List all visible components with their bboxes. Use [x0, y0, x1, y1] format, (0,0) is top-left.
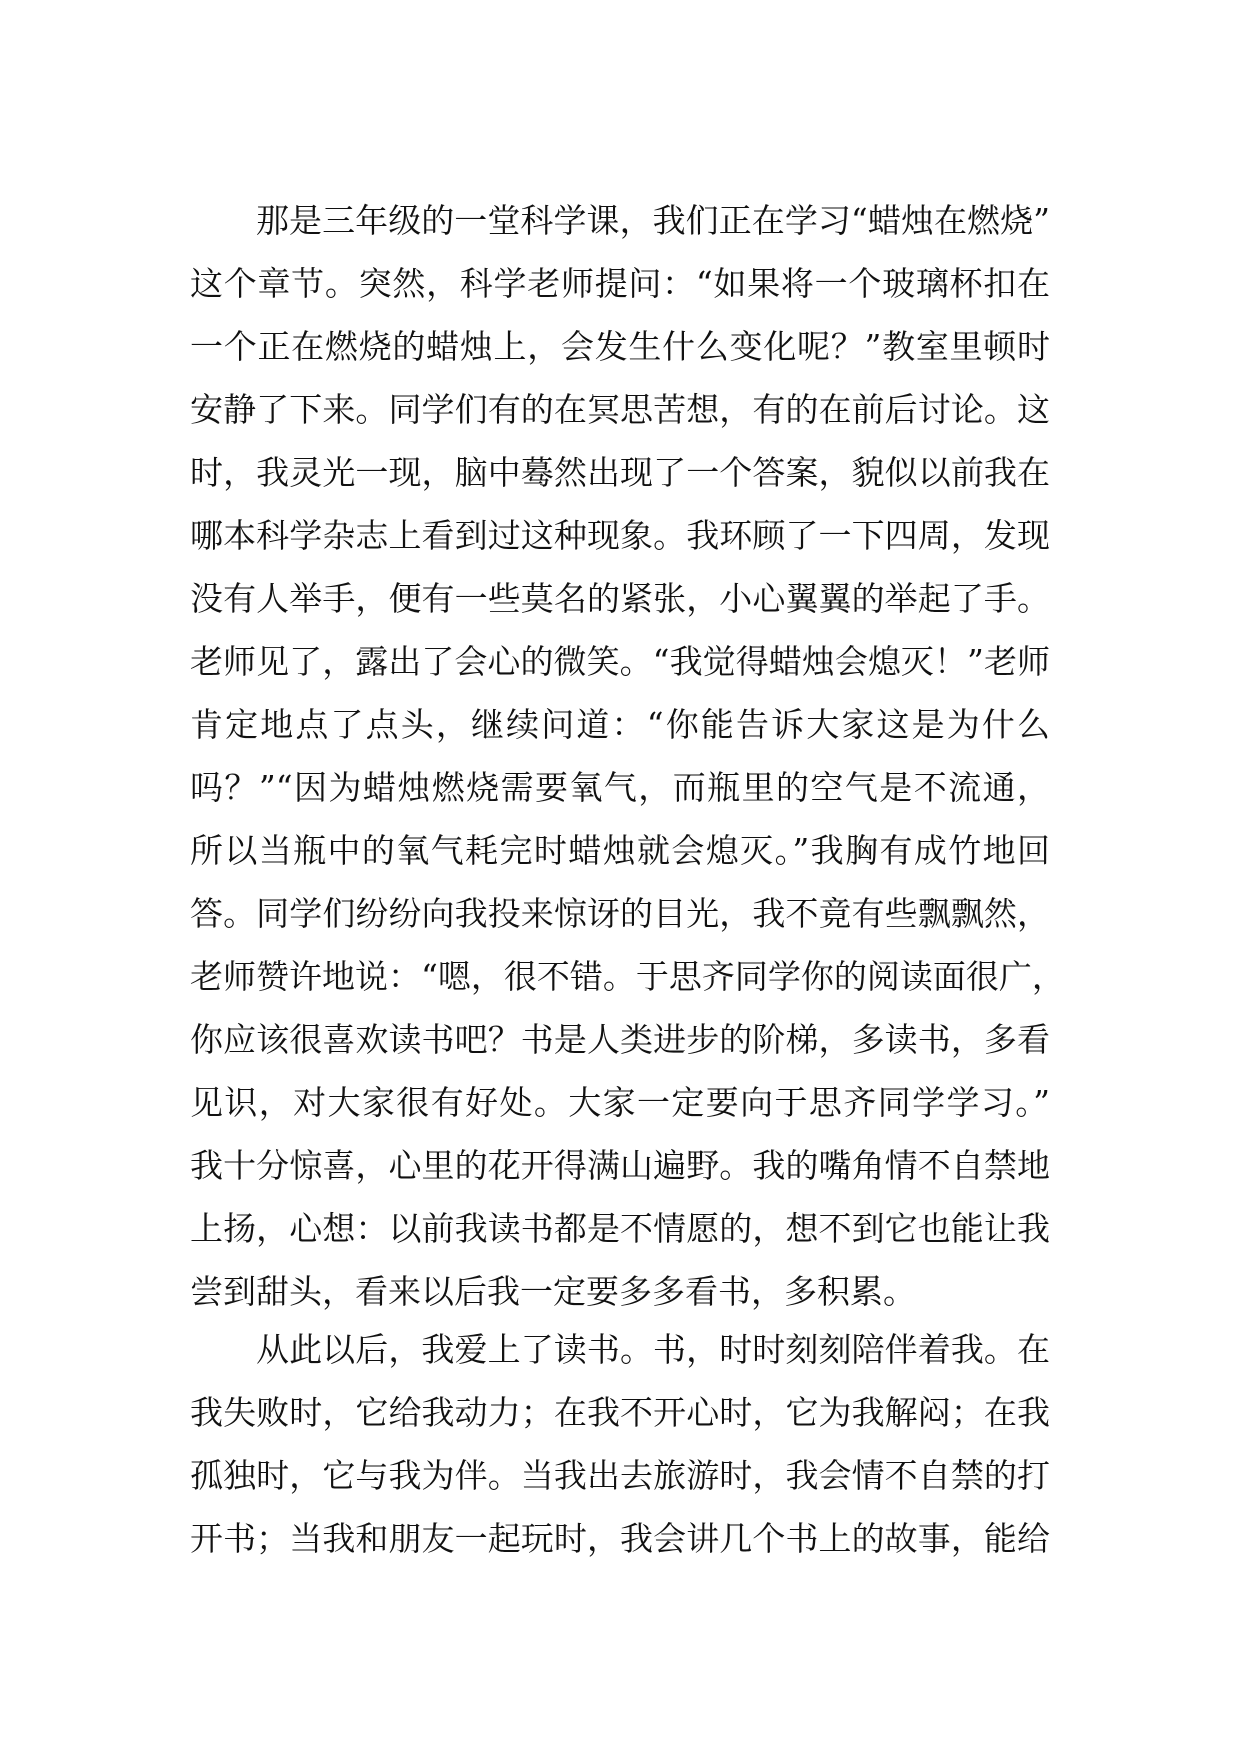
text-line: 那是三年级的一堂科学课，我们正在学习“蜡烛在燃烧”	[256, 201, 1050, 240]
text-line: 开书；当我和朋友一起玩时，我会讲几个书上的故事，能给	[190, 1519, 1050, 1558]
text-line: 安静了下来。同学们有的在冥思苦想，有的在前后讨论。这	[190, 390, 1050, 429]
text-line: 所以当瓶中的氧气耗完时蜡烛就会熄灭。”我胸有成竹地回	[190, 831, 1050, 870]
text-line: 时，我灵光一现，脑中蓦然出现了一个答案，貌似以前我在	[190, 453, 1050, 492]
paragraph-2	[190, 1318, 1050, 1570]
text-line: 我十分惊喜，心里的花开得满山遍野。我的嘴角情不自禁地	[190, 1146, 1050, 1185]
text-line: 见识，对大家很有好处。大家一定要向于思齐同学学习。”	[190, 1083, 1050, 1122]
text-line: 没有人举手，便有一些莫名的紧张，小心翼翼的举起了手。	[190, 579, 1050, 618]
text-line: 孤独时，它与我为伴。当我出去旅游时，我会情不自禁的打	[190, 1456, 1050, 1495]
text-line: 哪本科学杂志上看到过这种现象。我环顾了一下四周，发现	[190, 516, 1050, 555]
text-line: 尝到甜头，看来以后我一定要多多看书，多积累。	[190, 1272, 916, 1311]
text-line: 一个正在燃烧的蜡烛上，会发生什么变化呢？”教室里顿时	[190, 327, 1050, 366]
text-line: 你应该很喜欢读书吧？书是人类进步的阶梯，多读书，多看	[190, 1020, 1050, 1059]
text-line: 老师见了，露出了会心的微笑。“我觉得蜡烛会熄灭！”老师	[190, 642, 1050, 681]
text-line: 我失败时，它给我动力；在我不开心时，它为我解闷；在我	[190, 1393, 1050, 1432]
text-line: 这个章节。突然，科学老师提问：“如果将一个玻璃杯扣在	[190, 264, 1050, 303]
text-line: 吗？”“因为蜡烛燃烧需要氧气，而瓶里的空气是不流通，	[190, 768, 1050, 807]
paragraph-1	[190, 189, 1065, 1323]
text-line: 肯定地点了点头，继续问道：“你能告诉大家这是为什么	[190, 705, 1050, 744]
text-line: 上扬，心想：以前我读书都是不情愿的，想不到它也能让我	[190, 1209, 1050, 1248]
text-line: 老师赞许地说：“嗯，很不错。于思齐同学你的阅读面很广，	[190, 957, 1065, 996]
text-line: 答。同学们纷纷向我投来惊讶的目光，我不竟有些飘飘然，	[190, 894, 1050, 933]
text-line: 从此以后，我爱上了读书。书，时时刻刻陪伴着我。在	[256, 1330, 1050, 1369]
